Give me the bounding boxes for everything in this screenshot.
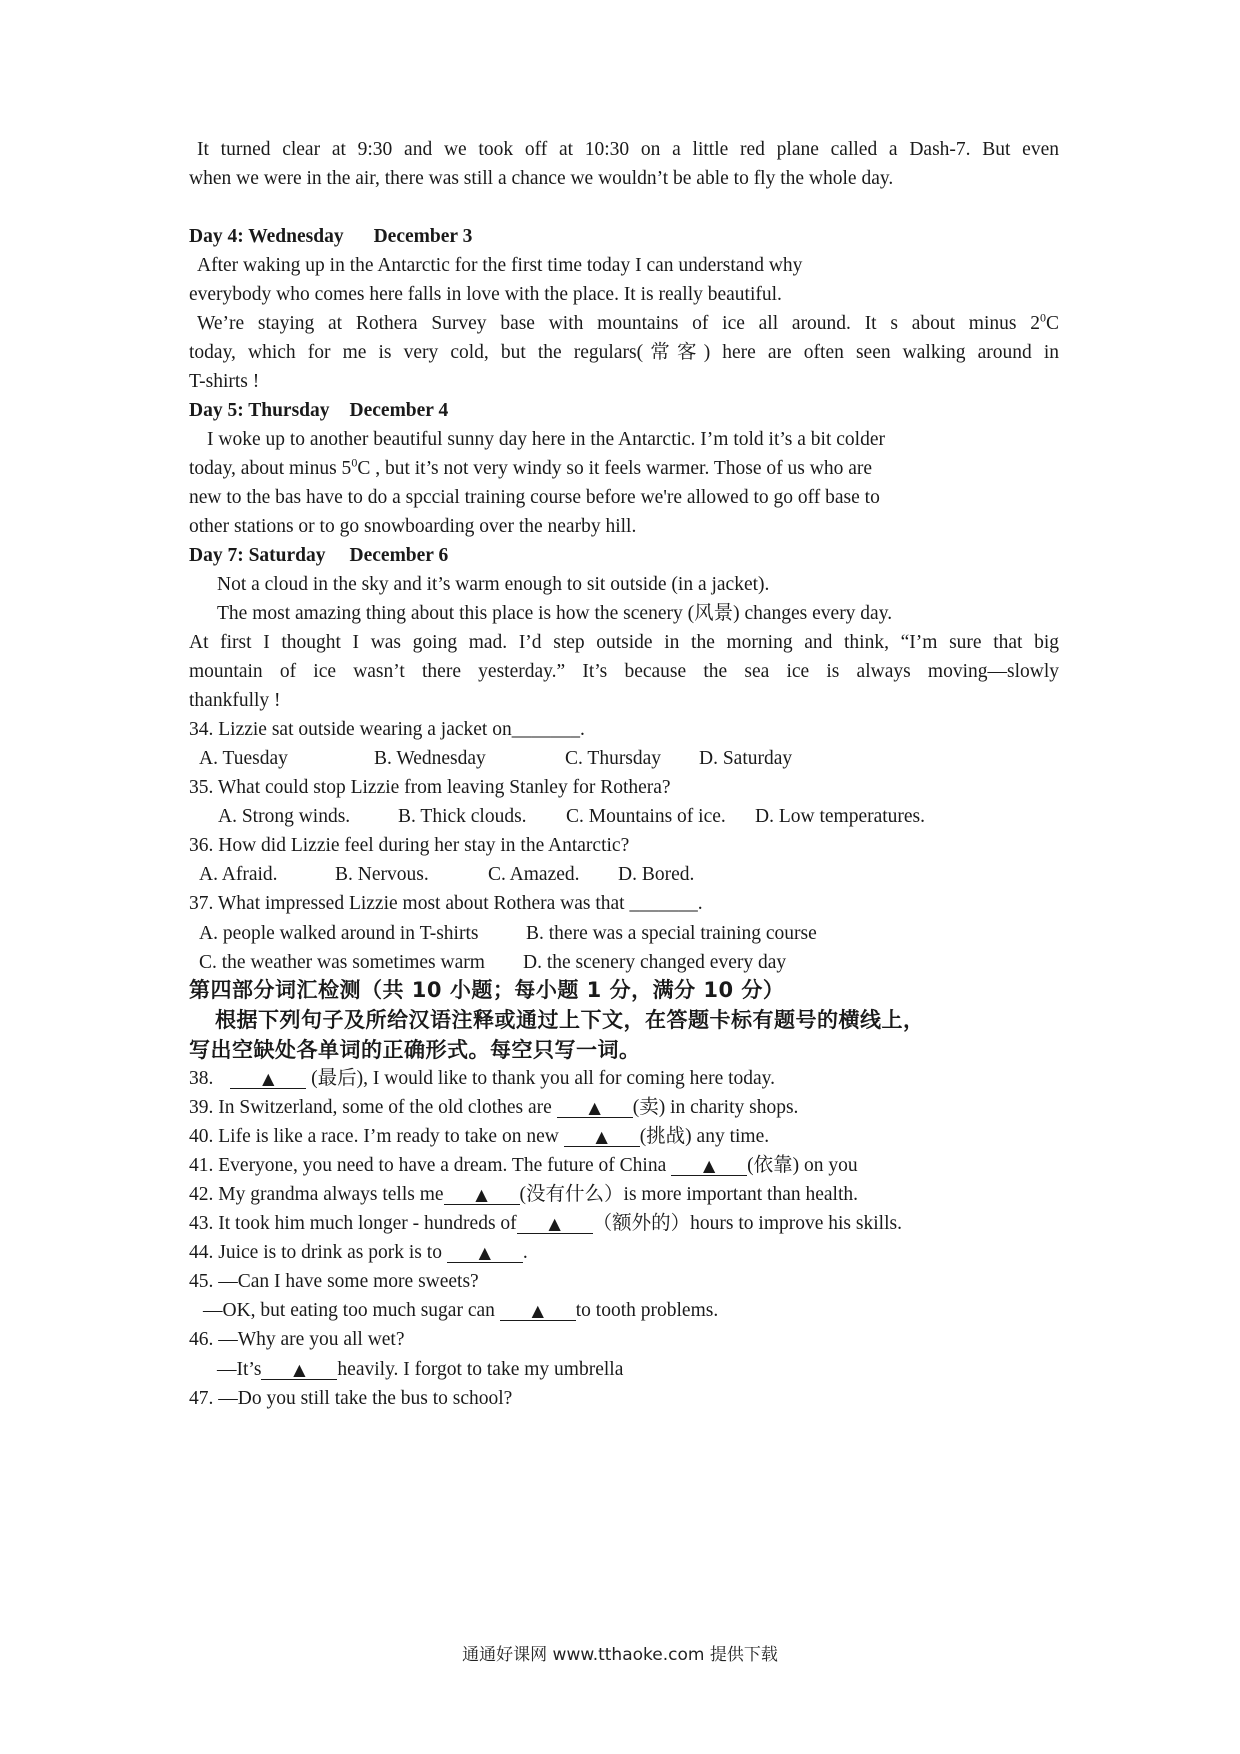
question-text: 44. Juice is to drink as pork is to bbox=[189, 1242, 442, 1263]
triangle-icon: ▲ bbox=[262, 1069, 275, 1088]
answer-blank[interactable] bbox=[444, 1186, 520, 1205]
answer-blank[interactable] bbox=[517, 1215, 593, 1234]
question-text: to tooth problems. bbox=[575, 1300, 719, 1321]
question-text: 40. Life is like a race. I’m ready to take on new bbox=[189, 1126, 559, 1147]
section-instructions: 写出空缺处各单词的正确形式。每空只写一词。 bbox=[189, 1038, 641, 1062]
option-c: C. Thursday bbox=[565, 748, 662, 769]
question-text: (卖) in charity shops. bbox=[632, 1097, 799, 1118]
passage-line: mountain of ice wasn’t there yesterday.” It’s because the sea ice is always moving—slowly bbox=[189, 661, 1059, 682]
option-a: A. Strong winds. bbox=[218, 806, 351, 827]
option-d: D. Low temperatures. bbox=[755, 806, 926, 827]
question-stem: 34. Lizzie sat outside wearing a jacket on_______. bbox=[189, 719, 585, 740]
question-text: 43. It took him much longer - hundreds of bbox=[189, 1213, 517, 1234]
answer-blank[interactable] bbox=[230, 1070, 306, 1089]
question-text: 42. My grandma always tells me bbox=[189, 1184, 444, 1205]
triangle-icon: ▲ bbox=[595, 1127, 608, 1146]
passage-text: C bbox=[1045, 313, 1059, 334]
passage-line bbox=[189, 457, 872, 481]
option-c: C. the weather was sometimes warm bbox=[199, 952, 485, 973]
degree-sup: 0 bbox=[351, 455, 358, 470]
triangle-icon: ▲ bbox=[475, 1185, 488, 1204]
day-date: December 3 bbox=[373, 226, 473, 247]
triangle-icon: ▲ bbox=[702, 1156, 716, 1175]
question-text: (挑战) any time. bbox=[639, 1126, 770, 1147]
day-name: Day 5: Thursday bbox=[189, 400, 330, 421]
passage-line: T-shirts ! bbox=[189, 371, 260, 392]
option-b: B. Wednesday bbox=[374, 748, 486, 769]
question-number: 38. bbox=[189, 1068, 214, 1089]
vocab-question bbox=[189, 1241, 528, 1265]
question-stem: 37. What impressed Lizzie most about Rothera was that _______. bbox=[189, 893, 703, 914]
dialogue-line: 45. —Can I have some more sweets? bbox=[189, 1271, 479, 1292]
option-a: A. people walked around in T-shirts bbox=[199, 923, 479, 944]
degree-sup: 0 bbox=[1039, 310, 1046, 325]
question-stem: 35. What could stop Lizzie from leaving Stanley for Rothera? bbox=[189, 777, 671, 798]
passage-line: new to the bas have to do a spccial training course before we're allowed to go off base to bbox=[189, 487, 880, 508]
option-d: D. Bored. bbox=[618, 864, 695, 885]
day-heading bbox=[189, 399, 448, 423]
vocab-question bbox=[189, 1096, 798, 1120]
triangle-icon: ▲ bbox=[548, 1214, 561, 1233]
question-text: （额外的）hours to improve his skills. bbox=[592, 1213, 902, 1234]
passage-line: everybody who comes here falls in love with the place. It is really beautiful. bbox=[189, 284, 782, 305]
question-text: —OK, but eating too much sugar can bbox=[203, 1300, 495, 1321]
day-date: December 6 bbox=[349, 545, 449, 566]
answer-blank[interactable] bbox=[261, 1361, 337, 1380]
option-d: D. the scenery changed every day bbox=[523, 952, 787, 973]
question-text: —It’s bbox=[217, 1359, 262, 1380]
option-b: B. Thick clouds. bbox=[398, 806, 527, 827]
passage-line: It turned clear at 9:30 and we took off at 10:30 on a little red plane called a Dash-7. But even bbox=[197, 139, 1059, 160]
passage-line: today, which for me is very cold, but the regulars(常客) here are often seen walking around in bbox=[189, 342, 1059, 363]
day-heading bbox=[189, 544, 448, 568]
question-text: heavily. I forgot to take my umbrella bbox=[337, 1359, 624, 1380]
day-date: December 4 bbox=[349, 400, 449, 421]
vocab-question bbox=[189, 1154, 858, 1178]
answer-blank[interactable] bbox=[447, 1244, 523, 1263]
question-text: 39. In Switzerland, some of the old clothes are bbox=[189, 1097, 552, 1118]
question-text: . bbox=[522, 1242, 528, 1263]
vocab-question bbox=[189, 1125, 769, 1149]
passage-line: At first I thought I was going mad. I’d step outside in the morning and think, “I’m sure that big bbox=[189, 632, 1059, 653]
vocab-question bbox=[189, 1212, 902, 1236]
answer-blank[interactable] bbox=[564, 1128, 640, 1147]
triangle-icon: ▲ bbox=[478, 1243, 491, 1262]
dialogue-line: 47. —Do you still take the bus to school? bbox=[189, 1388, 513, 1409]
passage-text: We’re staying at Rothera Survey base with mountains of ice all around. It s about minus 2 bbox=[197, 313, 1040, 334]
day-name: Day 4: Wednesday bbox=[189, 226, 344, 247]
question-text: (没有什么）is more important than health. bbox=[519, 1184, 859, 1205]
option-c: C. Mountains of ice. bbox=[566, 806, 726, 827]
vocab-question bbox=[189, 1183, 858, 1207]
passage-line: other stations or to go snowboarding over the nearby hill. bbox=[189, 516, 637, 537]
option-a: A. Afraid. bbox=[199, 864, 278, 885]
vocab-question bbox=[203, 1299, 718, 1323]
question-text: 41. Everyone, you need to have a dream. The future of China bbox=[189, 1155, 667, 1176]
passage-line: The most amazing thing about this place is how the scenery (风景) changes every day. bbox=[217, 603, 893, 624]
vocab-question bbox=[217, 1358, 623, 1382]
passage-line: when we were in the air, there was still a chance we wouldn’t be able to fly the whole day. bbox=[189, 168, 894, 189]
option-b: B. there was a special training course bbox=[526, 923, 817, 944]
option-d: D. Saturday bbox=[699, 748, 793, 769]
option-c: C. Amazed. bbox=[488, 864, 580, 885]
passage-line: I woke up to another beautiful sunny day here in the Antarctic. I’m told it’s a bit colder bbox=[207, 429, 885, 450]
passage-text: C , but it’s not very windy so it feels warmer. Those of us who are bbox=[357, 458, 872, 479]
day-heading bbox=[189, 225, 472, 249]
question-stem: 36. How did Lizzie feel during her stay in the Antarctic? bbox=[189, 835, 630, 856]
passage-text: today, about minus 5 bbox=[189, 458, 352, 479]
passage-line: Not a cloud in the sky and it’s warm enough to sit outside (in a jacket). bbox=[217, 574, 770, 595]
option-b: B. Nervous. bbox=[335, 864, 429, 885]
option-a: A. Tuesday bbox=[199, 748, 288, 769]
passage-line bbox=[189, 312, 1059, 336]
day-name: Day 7: Saturday bbox=[189, 545, 326, 566]
answer-blank[interactable] bbox=[500, 1302, 576, 1321]
question-text: (最后), I would like to thank you all for coming here today. bbox=[311, 1068, 776, 1089]
dialogue-line: 46. —Why are you all wet? bbox=[189, 1329, 405, 1350]
passage-line: thankfully ! bbox=[189, 690, 281, 711]
vocab-question bbox=[189, 1067, 775, 1091]
answer-blank[interactable] bbox=[671, 1157, 747, 1176]
triangle-icon: ▲ bbox=[531, 1301, 544, 1320]
section-instructions: 根据下列句子及所给汉语注释或通过上下文，在答题卡标有题号的横线上， bbox=[215, 1008, 925, 1032]
triangle-icon: ▲ bbox=[588, 1098, 601, 1117]
passage-line: After waking up in the Antarctic for the first time today I can understand why bbox=[197, 255, 803, 276]
page-footer: 通通好课网 www.tthaoke.com 提供下载 bbox=[462, 1645, 778, 1665]
question-text: (依靠) on you bbox=[747, 1155, 858, 1176]
triangle-icon: ▲ bbox=[293, 1360, 306, 1379]
answer-blank[interactable] bbox=[557, 1099, 633, 1118]
section-title: 第四部分词汇检测（共 10 小题；每小题 1 分，满分 10 分） bbox=[189, 978, 785, 1002]
